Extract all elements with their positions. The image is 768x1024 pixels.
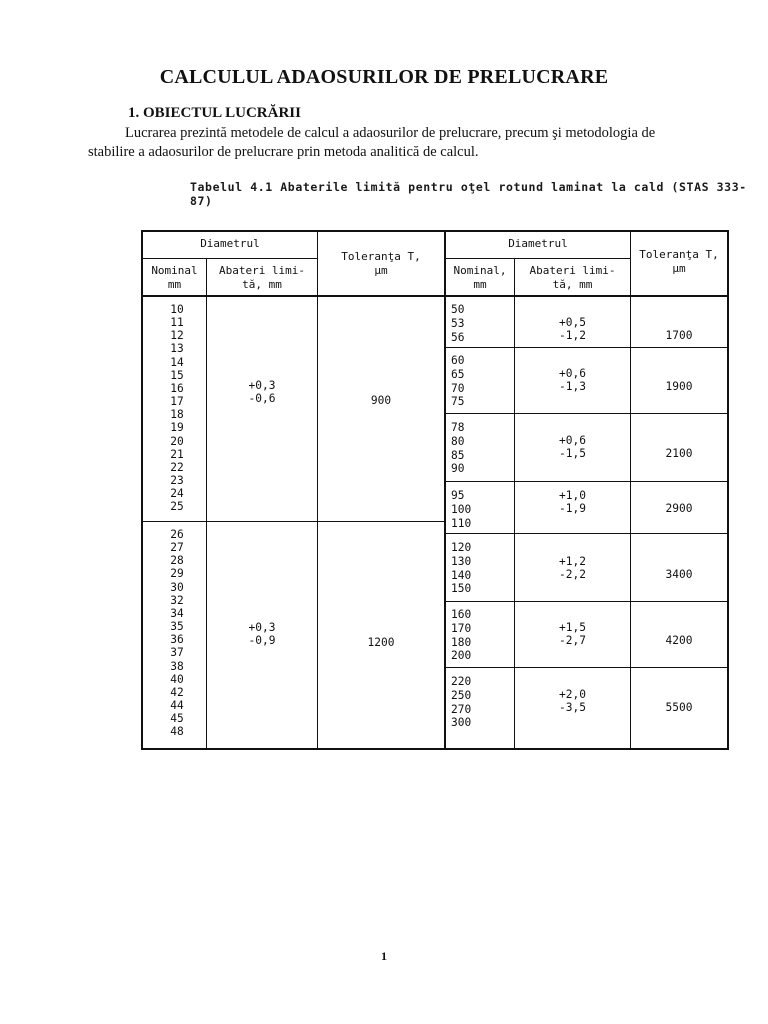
nominal-cell: 80 bbox=[451, 434, 465, 448]
deviation-minus: -0,6 bbox=[248, 392, 276, 405]
nominal-cell: 50 bbox=[451, 303, 465, 316]
deviation-plus: +0,6 bbox=[559, 434, 586, 447]
deviation-minus: -3,5 bbox=[559, 701, 586, 714]
nominal-cell: 53 bbox=[451, 316, 465, 330]
header-tolerance-right-2: µm bbox=[672, 262, 686, 275]
right-group-1-nominals bbox=[451, 303, 513, 344]
nominal-cell: 110 bbox=[451, 516, 472, 530]
nominal-cell: 44 bbox=[170, 699, 184, 713]
nominal-cell: 78 bbox=[451, 421, 465, 434]
nominal-cell: 100 bbox=[451, 502, 472, 516]
nominal-cell: 36 bbox=[170, 633, 184, 647]
right-group-6-deviation bbox=[515, 621, 630, 647]
intro-line-2: stabilire a adaosurilor de prelucrare prin metoda analitică de calcul. bbox=[88, 144, 479, 160]
right-group-3-deviation bbox=[515, 434, 630, 460]
nominal-cell: 90 bbox=[451, 462, 465, 476]
nominal-cell: 85 bbox=[451, 448, 465, 462]
nominal-cell: 38 bbox=[170, 659, 184, 673]
table-border-bottom bbox=[141, 748, 729, 750]
header-deviation-left-2: tă, mm bbox=[242, 278, 282, 291]
table-border-right bbox=[727, 230, 729, 750]
nominal-cell: 75 bbox=[451, 395, 465, 409]
nominal-cell: 48 bbox=[170, 725, 184, 739]
nominal-cell: 40 bbox=[170, 672, 184, 686]
nominal-cell: 140 bbox=[451, 568, 472, 582]
right-group-separator-5 bbox=[445, 601, 729, 602]
right-group-5-deviation bbox=[515, 555, 630, 581]
header-tolerance-right-1: Toleranţa T, bbox=[639, 248, 719, 261]
nominal-cell: 13 bbox=[170, 342, 184, 356]
page-title: CALCULUL ADAOSURILOR DE PRELUCRARE bbox=[159, 66, 609, 88]
deviation-minus: -1,9 bbox=[559, 502, 586, 515]
nominal-cell: 25 bbox=[170, 500, 184, 514]
nominal-cell: 270 bbox=[451, 702, 472, 716]
left-group-2-deviation bbox=[207, 621, 317, 647]
nominal-cell: 65 bbox=[451, 367, 465, 381]
nominal-cell: 150 bbox=[451, 582, 472, 596]
deviation-minus: -1,2 bbox=[559, 329, 586, 342]
header-deviation-right-1: Abateri limi- bbox=[529, 264, 616, 277]
nominal-cell: 30 bbox=[170, 580, 184, 594]
right-group-6-tolerance: 4200 bbox=[665, 634, 693, 647]
header-subrule-left bbox=[141, 258, 317, 259]
nominal-cell: 27 bbox=[170, 541, 184, 555]
nominal-cell: 35 bbox=[170, 620, 184, 634]
left-group-2-nominals bbox=[149, 528, 205, 739]
nominal-cell: 23 bbox=[170, 474, 184, 488]
col-rule-2 bbox=[317, 230, 318, 750]
right-group-separator-3 bbox=[445, 481, 729, 482]
right-group-5-tolerance: 3400 bbox=[665, 568, 693, 581]
table-caption: Tabelul 4.1 Abaterile limită pentru oţel rotund laminat la cald (STAS 333-87) bbox=[190, 180, 747, 208]
nominal-cell: 42 bbox=[170, 685, 184, 699]
right-group-2-tolerance: 1900 bbox=[665, 380, 693, 393]
deviation-plus: +1,5 bbox=[559, 621, 586, 634]
right-group-6-nominals bbox=[451, 608, 513, 663]
right-group-separator-6 bbox=[445, 667, 729, 668]
deviation-minus: -0,9 bbox=[248, 634, 276, 647]
right-group-separator-2 bbox=[445, 413, 729, 414]
deviation-plus: +0,5 bbox=[559, 316, 586, 329]
nominal-cell: 160 bbox=[451, 608, 472, 621]
col-rule-3 bbox=[444, 230, 446, 750]
section-heading: 1. OBIECTUL LUCRĂRII bbox=[128, 105, 301, 121]
nominal-cell: 24 bbox=[170, 487, 184, 501]
nominal-cell: 14 bbox=[170, 355, 184, 369]
header-diameter-right: Diametrul bbox=[508, 237, 568, 250]
table-border-left bbox=[141, 230, 143, 750]
deviation-plus: +0,3 bbox=[248, 621, 276, 634]
nominal-cell: 15 bbox=[170, 368, 184, 382]
deviation-minus: -2,2 bbox=[559, 568, 586, 581]
table-border-top bbox=[141, 230, 729, 232]
intro-line-1 bbox=[88, 124, 708, 143]
left-group-1-deviation bbox=[207, 379, 317, 405]
deviation-minus: -1,3 bbox=[559, 380, 586, 393]
left-group-1-tolerance: 900 bbox=[370, 394, 392, 407]
nominal-cell: 10 bbox=[170, 303, 184, 316]
nominal-cell: 250 bbox=[451, 688, 472, 702]
nominal-cell: 19 bbox=[170, 421, 184, 435]
right-group-2-deviation bbox=[515, 367, 630, 393]
header-tolerance-left-2: µm bbox=[374, 264, 388, 277]
header-nominal-left: Nominal bbox=[151, 264, 198, 277]
nominal-cell: 18 bbox=[170, 408, 184, 422]
nominal-cell: 200 bbox=[451, 649, 472, 663]
intro-paragraph bbox=[88, 124, 708, 162]
nominal-cell: 37 bbox=[170, 646, 184, 660]
right-group-separator-4 bbox=[445, 533, 729, 534]
left-group-1-nominals bbox=[149, 303, 205, 514]
nominal-cell: 28 bbox=[170, 554, 184, 568]
right-group-7-tolerance: 5500 bbox=[665, 701, 693, 714]
nominal-cell: 12 bbox=[170, 329, 184, 343]
header-bottom-rule bbox=[141, 295, 729, 297]
header-subrule-right bbox=[444, 258, 630, 259]
left-group-2-tolerance: 1200 bbox=[367, 636, 395, 649]
right-group-4-nominals bbox=[451, 489, 513, 530]
nominal-cell: 60 bbox=[451, 354, 465, 367]
nominal-cell: 95 bbox=[451, 489, 465, 502]
nominal-cell: 32 bbox=[170, 593, 184, 607]
page-number: 1 bbox=[381, 949, 387, 963]
right-group-4-tolerance: 2900 bbox=[665, 502, 693, 515]
right-group-1-deviation bbox=[515, 316, 630, 342]
right-group-separator-1 bbox=[445, 347, 729, 348]
header-nominal-unit-right: mm bbox=[473, 278, 487, 291]
right-group-7-nominals bbox=[451, 675, 513, 730]
nominal-cell: 220 bbox=[451, 675, 472, 688]
nominal-cell: 300 bbox=[451, 716, 472, 730]
nominal-cell: 26 bbox=[170, 528, 184, 541]
right-group-3-tolerance: 2100 bbox=[665, 447, 693, 460]
right-group-1-tolerance: 1700 bbox=[665, 329, 693, 342]
nominal-cell: 56 bbox=[451, 330, 465, 344]
deviation-plus: +2,0 bbox=[559, 688, 586, 701]
nominal-cell: 70 bbox=[451, 381, 465, 395]
nominal-cell: 130 bbox=[451, 554, 472, 568]
nominal-cell: 17 bbox=[170, 395, 184, 409]
nominal-cell: 120 bbox=[451, 541, 472, 554]
nominal-cell: 20 bbox=[170, 434, 184, 448]
right-group-7-deviation bbox=[515, 688, 630, 714]
header-deviation-right-2: tă, mm bbox=[552, 278, 593, 291]
header-tolerance-left-1: Toleranţa T, bbox=[341, 250, 421, 263]
header-nominal-unit-left: mm bbox=[167, 278, 182, 291]
header-deviation-left-1: Abateri limi- bbox=[218, 264, 306, 277]
header-diameter-left: Diametrul bbox=[200, 237, 260, 250]
nominal-cell: 22 bbox=[170, 460, 184, 474]
col-rule-1 bbox=[206, 258, 207, 750]
nominal-cell: 34 bbox=[170, 606, 184, 620]
nominal-cell: 16 bbox=[170, 381, 184, 395]
deviation-plus: +0,6 bbox=[559, 367, 586, 380]
deviation-minus: -2,7 bbox=[559, 634, 586, 647]
deviation-plus: +1,2 bbox=[559, 555, 586, 568]
deviation-minus: -1,5 bbox=[559, 447, 586, 460]
tolerance-table bbox=[141, 230, 729, 750]
nominal-cell: 45 bbox=[170, 712, 184, 726]
right-group-3-nominals bbox=[451, 421, 513, 476]
right-group-5-nominals bbox=[451, 541, 513, 596]
deviation-plus: +0,3 bbox=[248, 379, 276, 392]
intro-text-1: Lucrarea prezintă metodele de calcul a adaosurilor de prelucrare, precum şi metodologia de bbox=[125, 125, 656, 141]
nominal-cell: 180 bbox=[451, 635, 472, 649]
right-group-2-nominals bbox=[451, 354, 513, 409]
nominal-cell: 21 bbox=[170, 447, 184, 461]
nominal-cell: 29 bbox=[170, 567, 184, 581]
header-nominal-right: Nominal, bbox=[453, 264, 507, 277]
left-group-separator bbox=[141, 521, 445, 522]
col-rule-5 bbox=[630, 230, 631, 750]
nominal-cell: 11 bbox=[170, 316, 184, 330]
right-group-4-deviation bbox=[515, 489, 630, 515]
deviation-plus: +1,0 bbox=[559, 489, 586, 502]
nominal-cell: 170 bbox=[451, 621, 472, 635]
